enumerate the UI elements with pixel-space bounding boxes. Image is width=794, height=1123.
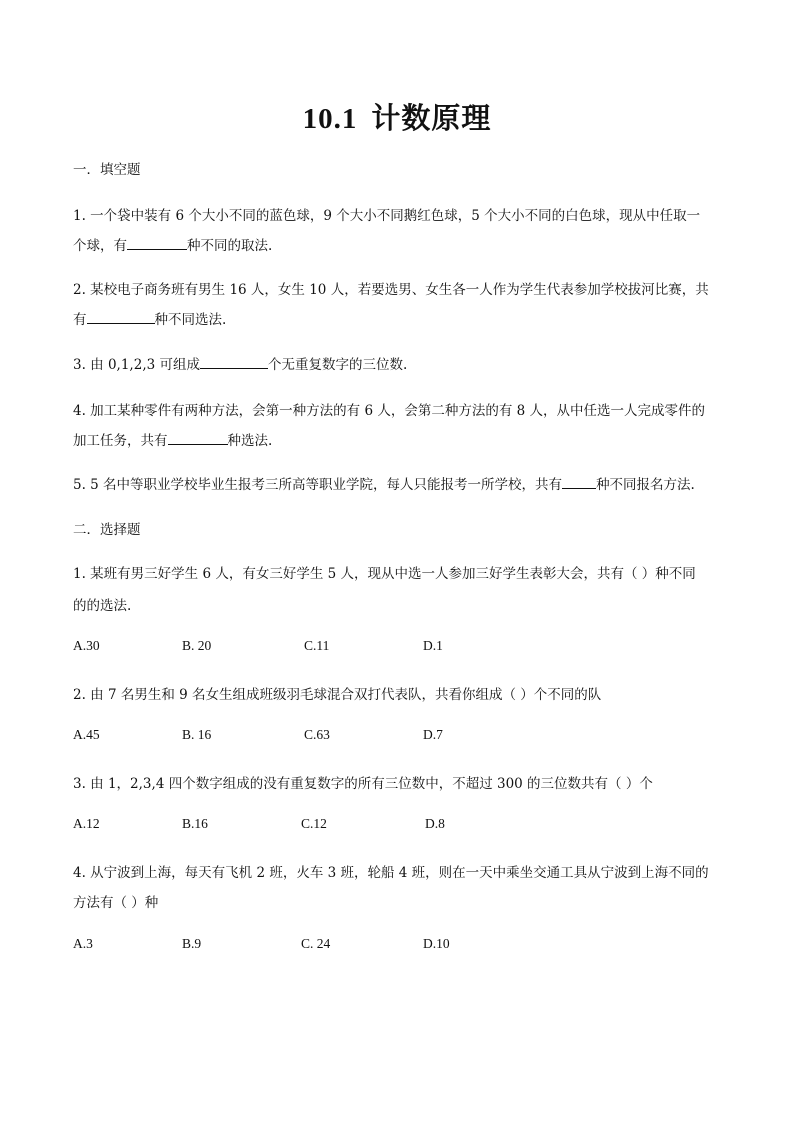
fill-q3-post: 个无重复数字的三位数. xyxy=(267,357,408,373)
fill-q5-pre: 5. 5 名中等职业学校毕业生报考三所高等职业学院，每人只能报考一所学校，共有 xyxy=(73,477,563,493)
choice-q1-option-c: C.11 xyxy=(304,638,330,653)
title-number: 10.1 xyxy=(302,103,358,135)
fill-q2-line1: 2. 某校电子商务班有男生 16 人，女生 10 人，若要选男、女生各一人作为学生代表参加学校拔河比赛，共 xyxy=(73,282,709,298)
choice-q3-option-c: C.12 xyxy=(301,816,327,831)
fill-q4-post: 种选法. xyxy=(227,433,273,449)
choice-q1-line2: 的的选法. xyxy=(73,598,132,614)
choice-q1-option-d: D.1 xyxy=(423,638,443,653)
section-fill-label: 一．填空题 xyxy=(73,162,141,178)
fill-q1-pre: 个球，有 xyxy=(73,238,127,254)
fill-q3-line xyxy=(73,353,407,373)
fill-q3-pre: 3. 由 0,1,2,3 可组成 xyxy=(73,357,200,373)
fill-q3-blank xyxy=(200,356,268,369)
fill-q5-blank xyxy=(562,476,596,489)
choice-q2-option-c: C.63 xyxy=(304,727,330,742)
choice-q2-option-a: A.45 xyxy=(73,727,100,742)
fill-q2-pre: 有 xyxy=(73,312,87,328)
fill-q5-line xyxy=(73,473,695,493)
title-text: 计数原理 xyxy=(371,101,492,135)
fill-q1-line1: 1. 一个袋中装有 6 个大小不同的蓝色球，9 个大小不同鹅红色球，5 个大小不同的白色球，现从中任取一 xyxy=(73,208,701,224)
fill-q4-line1: 4. 加工某种零件有两种方法，会第一种方法的有 6 人，会第二种方法的有 8 人，从中任选一人完成零件的 xyxy=(73,403,706,419)
page-title xyxy=(0,96,794,137)
choice-q3-option-a: A.12 xyxy=(73,816,100,831)
fill-q2-line2 xyxy=(73,308,226,328)
choice-q3-option-b: B.16 xyxy=(182,816,208,831)
fill-q1-line2 xyxy=(73,234,272,254)
choice-q1-option-a: A.30 xyxy=(73,638,100,653)
choice-q4-option-a: A.3 xyxy=(73,936,93,951)
choice-q4-option-c: C. 24 xyxy=(301,936,331,951)
choice-q3-line1: 3. 由 1，2,3,4 四个数字组成的没有重复数字的所有三位数中，不超过 300 的三位数共有（ ）个 xyxy=(73,776,653,792)
choice-q4-line1: 4. 从宁波到上海，每天有飞机 2 班，火车 3 班，轮船 4 班，则在一天中乘坐交通工具从宁波到上海不同的 xyxy=(73,865,709,881)
choice-q2-option-b: B. 16 xyxy=(182,727,212,742)
section-choice-label: 二．选择题 xyxy=(73,522,141,538)
choice-q4-line2: 方法有（ ）种 xyxy=(73,895,159,911)
choice-q2-option-d: D.7 xyxy=(423,727,443,742)
choice-q1-line1: 1. 某班有男三好学生 6 人，有女三好学生 5 人，现从中选一人参加三好学生表彰大会，共有（ ）种不同 xyxy=(73,566,696,582)
choice-q3-option-d: D.8 xyxy=(425,816,445,831)
fill-q4-blank xyxy=(168,432,228,445)
fill-q1-blank xyxy=(127,237,187,250)
fill-q2-post: 种不同选法. xyxy=(154,312,227,328)
choice-q4-option-b: B.9 xyxy=(182,936,202,951)
fill-q2-blank xyxy=(87,311,155,324)
choice-q1-option-b: B. 20 xyxy=(182,638,212,653)
fill-q1-post: 种不同的取法. xyxy=(187,238,273,254)
fill-q5-post: 种不同报名方法. xyxy=(596,477,695,493)
fill-q4-pre: 加工任务，共有 xyxy=(73,433,168,449)
fill-q4-line2 xyxy=(73,429,272,449)
choice-q2-line1: 2. 由 7 名男生和 9 名女生组成班级羽毛球混合双打代表队，共看你组成（ ）个不同的队 xyxy=(73,687,602,703)
choice-q4-option-d: D.10 xyxy=(423,936,450,951)
